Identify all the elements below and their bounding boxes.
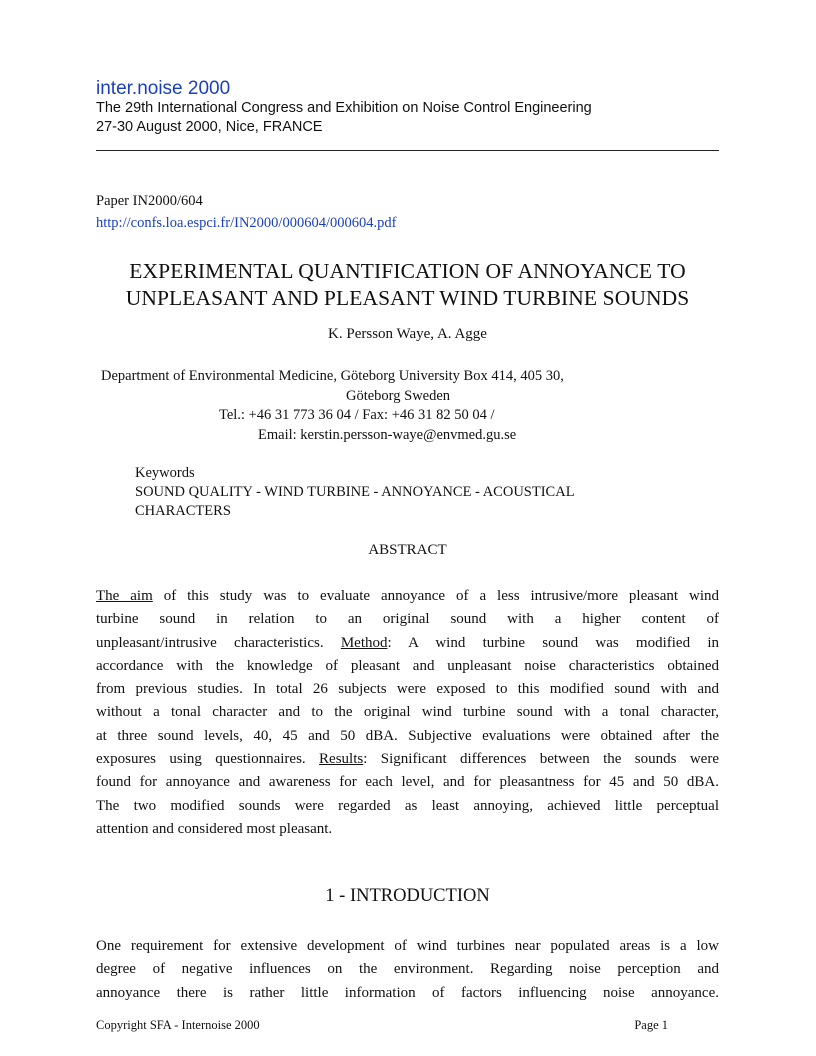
aim-label: The aim — [96, 588, 153, 604]
congress-dates-location: 27-30 August 2000, Nice, FRANCE — [96, 119, 323, 135]
method-label: Method — [340, 634, 388, 651]
abstract-line-text: exposures using questionnaires. — [96, 751, 320, 768]
abstract-line — [96, 632, 719, 655]
abstract-line: at three sound levels, 40, 45 and 50 dBA. Subjective evaluations were obtained after the — [96, 727, 719, 744]
abstract-line-text: : A wind turbine sound was modified in — [387, 634, 719, 651]
abstract-line: found for annoyance and awareness for each level, and for pleasantness for 45 and 50 dBA. — [96, 774, 719, 791]
abstract-body — [96, 585, 719, 841]
affiliation-phone-fax: Tel.: +46 31 773 36 04 / Fax: +46 31 82 50 04 / — [219, 407, 495, 423]
abstract-line: The two modified sounds were regarded as least annoying, achieved little perceptual — [96, 797, 719, 814]
paper-title-line: UNPLEASANT AND PLEASANT WIND TURBINE SOUNDS — [125, 286, 690, 310]
page-footer — [96, 1018, 668, 1033]
introduction-line: One requirement for extensive development of wind turbines near populated areas is a low — [96, 938, 719, 954]
paper-url-link[interactable]: http://confs.loa.espci.fr/IN2000/000604/000604.pdf — [96, 215, 397, 231]
conference-title: inter.noise 2000 — [96, 78, 231, 99]
introduction-body — [96, 935, 719, 1005]
author-affiliation — [96, 367, 719, 445]
abstract-line: accordance with the knowledge of pleasant and unpleasant noise characteristics obtained — [96, 657, 719, 674]
introduction-line: annoyance there is rather little information of factors influencing noise annoyance. — [96, 984, 719, 1001]
abstract-line: without a tonal character and to the original wind turbine sound with a tonal character, — [96, 704, 719, 721]
keywords-line: SOUND QUALITY - WIND TURBINE - ANNOYANCE - ACOUSTICAL — [135, 484, 575, 500]
introduction-line: degree of negative influences on the environment. Regarding noise perception and — [96, 961, 719, 978]
abstract-line-text: of this study was to evaluate annoyance of a less intrusive/more pleasant wind — [152, 588, 719, 604]
paper-title — [96, 258, 719, 312]
abstract-line — [96, 585, 719, 608]
results-label: Results — [319, 751, 364, 768]
abstract-line-text: : Significant differences between the sounds were — [363, 751, 719, 768]
keywords-heading: Keywords — [135, 465, 195, 481]
abstract-line: attention and considered most pleasant. — [96, 820, 333, 837]
affiliation-line: Göteborg Sweden — [346, 387, 451, 404]
footer-page-number: Page 1 — [634, 1018, 668, 1032]
abstract-line: turbine sound in relation to an original sound with a higher content of — [96, 611, 719, 628]
paper-id: Paper IN2000/604 — [96, 193, 203, 209]
abstract-heading: ABSTRACT — [368, 542, 447, 558]
affiliation-line: Department of Environmental Medicine, Göteborg University Box 414, 405 30, — [101, 368, 564, 384]
paper-authors: K. Persson Waye, A. Agge — [328, 326, 487, 342]
keywords-section — [135, 464, 575, 521]
affiliation-email: Email: kerstin.persson-waye@envmed.gu.se — [258, 426, 517, 443]
footer-copyright: Copyright SFA - Internoise 2000 — [96, 1018, 260, 1032]
congress-name: The 29th International Congress and Exhibition on Noise Control Engineering — [96, 100, 592, 116]
abstract-line-text: unpleasant/intrusive characteristics. — [96, 634, 341, 651]
paper-title-line: EXPERIMENTAL QUANTIFICATION OF ANNOYANCE TO — [129, 259, 686, 283]
abstract-line — [96, 748, 719, 771]
abstract-line: from previous studies. In total 26 subjects were exposed to this modified sound with and — [96, 681, 719, 698]
keywords-line: CHARACTERS — [135, 503, 231, 519]
header-divider — [96, 150, 719, 151]
introduction-heading: 1 - INTRODUCTION — [325, 886, 490, 906]
